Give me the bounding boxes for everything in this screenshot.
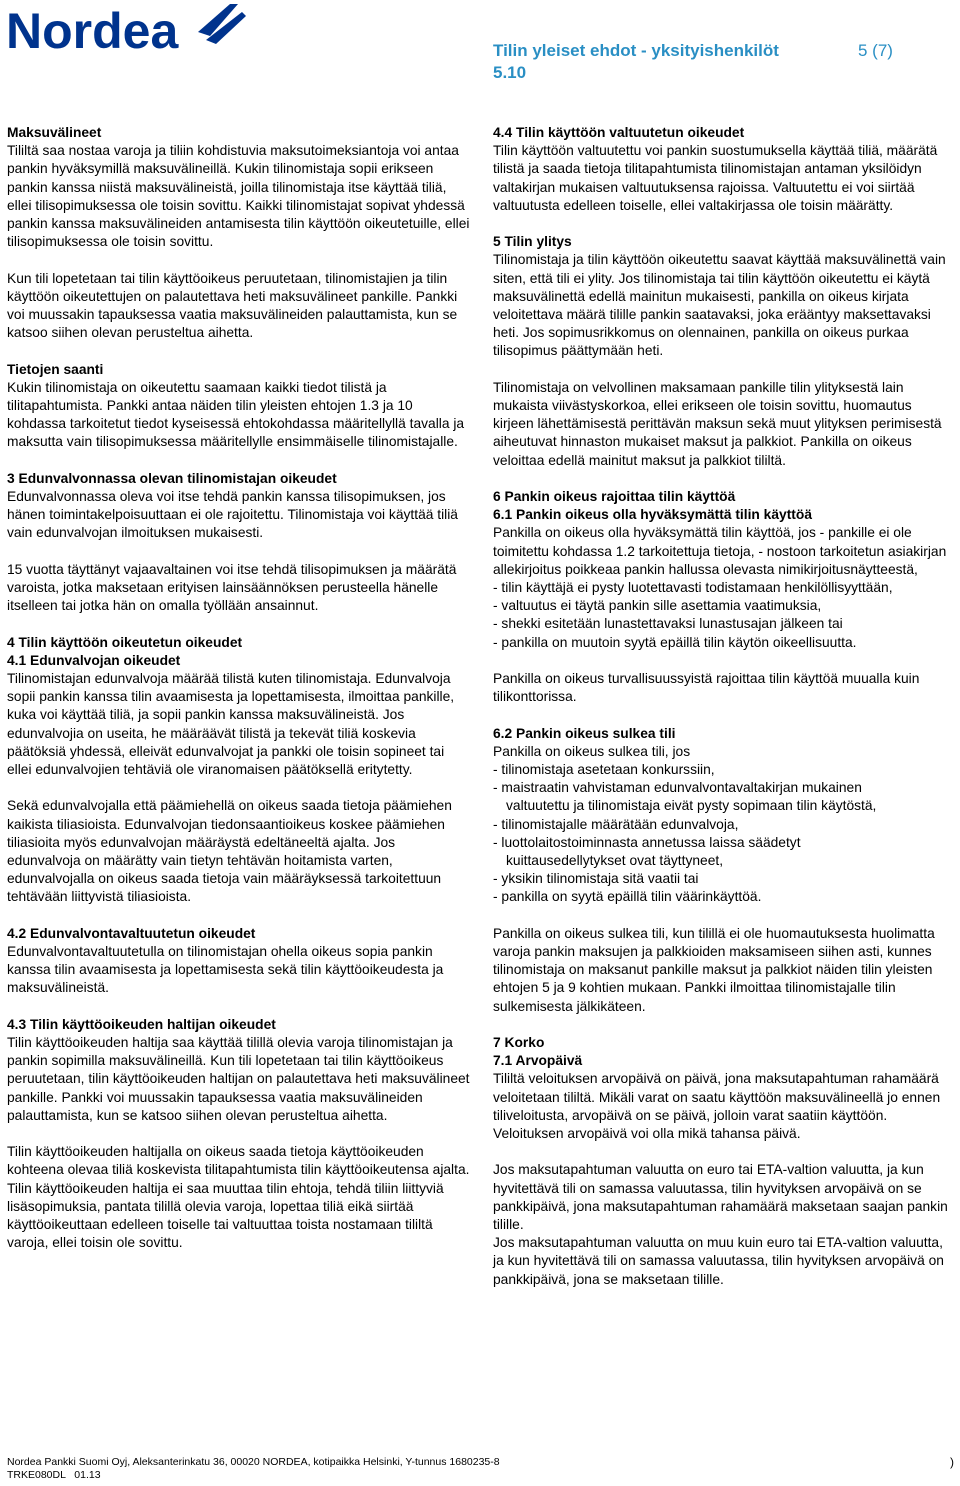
document-title [493, 40, 779, 84]
paragraph: Tilinomistaja on velvollinen maksamaan pankille tilin ylityksestä lain mukaista viivästyskorkoa, ellei erikseen ole toisin sovittu, huomautus kirjeen lähettämisestä perittävän maksun sekä muut ylityksen perimisestä aiheutuvat hinnaston mukaiset maksut ja palkkiot. Pankilla on oikeus veloittaa edellä mainitut maksut ja palkkiot tililtä. [493, 379, 942, 468]
section [493, 379, 955, 470]
section-heading: 3 Edunvalvonnassa olevan tilinomistajan oikeudet [7, 470, 337, 486]
section [493, 1034, 955, 1143]
section-heading: 4.2 Edunvalvontavaltuutetun oikeudet [7, 925, 256, 941]
paragraph: valtuutettu ja tilinomistaja eivät pysty sopimaan tilin käytöstä, [506, 798, 877, 814]
paragraph: Pankilla on oikeus olla hyväksymättä tilin käyttöä, jos - pankille ei ole toimitettu kohdassa 1.2 tarkoitettuja tietoja, - nostoon tarkoitetun asiakirjan allekirjoitus poikkeaa pankin hallussa olevasta nimikirjoitusnäytteestä, [493, 525, 947, 577]
section-heading: Tietojen saanti [7, 361, 104, 377]
paragraph: Pankilla on oikeus sulkea tili, kun tilillä ei ole huomautuksesta huolimatta varoja pankin maksujen ja palkkioiden maksamiseen siihen asti, kunnes tilinomistaja on maksanut pankille maksut ja palkkiot näiden tilin yleisten ehtojen 5 ja 9 kohtien mukaan. Pankki ilmoittaa tilinomistajalle tilin sulkemisesta jälkikäteen. [493, 925, 935, 1014]
section [493, 124, 955, 215]
paragraph: - valtuutus ei täytä pankin sille asettamia vaatimuksia, [493, 598, 822, 614]
title-line-2: 5.10 [493, 63, 527, 82]
paragraph: - pankilla on syytä epäillä tilin väärinkäyttöä. [493, 889, 762, 905]
paragraph: Jos maksutapahtuman valuutta on muu kuin euro tai ETA-valtion valuutta, ja kun hyvitettävä tili on samassa valuutassa, tilin hyvityksen arvopäivä on pankkipäivä, jona se maksetaan tilille. [493, 1235, 944, 1287]
section [7, 124, 472, 251]
left-column [7, 124, 472, 1271]
paragraph: Edunvalvontavaltuutetulla on tilinomistajan ohella oikeus sopia pankin kanssa tilin avaamisesta ja lopettamisesta sekä tilin käyttöoikeudesta ja maksuvälineistä. [7, 944, 444, 996]
paragraph: kuittausedellytykset ovat täyttyneet, [506, 853, 724, 869]
section [7, 797, 472, 906]
paragraph: - pankilla on muutoin syytä epäillä tilin käytön oikeellisuutta. [493, 634, 857, 650]
paragraph: Tililtä veloituksen arvopäivä on päivä, jona maksutapahtuman rahamäärä veloitetaan tililtä. Mikäli varat on saatu käyttöön maksuvälineellä jo ennen tiliveloitusta, arvopäivä on se päivä, jolloin varat saatiin käyttöön. Veloituksen arvopäivä voi olla mikä tahansa päivä. [493, 1071, 941, 1142]
section-heading: 6 Pankin oikeus rajoittaa tilin käyttöä [493, 489, 736, 505]
section [493, 488, 955, 652]
footer [7, 1456, 500, 1482]
paragraph: Tililtä saa nostaa varoja ja tiliin kohdistuvia maksutoimeksiantoja voi antaa pankin hyväksymillä maksuvälineillä. Kukin tilinomistaja sopii erikseen pankin kanssa niistä maksuvälineistä, joilla tilinomistaja itse käyttää tiliä, ellei tilisopimuksessa ole toisin sovittu. Kaikki tilinomistajat sopivat yhdessä pankin kanssa maksuvälineiden antamisesta tilin käyttöön oikeutetuille, ellei tilisopimuksessa ole toisin sovittu. [7, 143, 470, 250]
section [7, 361, 472, 452]
footer-code: TRKE080DL 01.13 [7, 1469, 101, 1481]
paragraph: 15 vuotta täyttänyt vajaavaltainen voi itse tehdä tilisopimuksen ja määrätä varoista, jotka maksetaan erityisen lainsäännöksen perusteella hänelle itselleen tai jotka hän on omalla työllään ansainnut. [7, 561, 457, 614]
footer-mark: ) [950, 1455, 954, 1469]
section-heading: 4.4 Tilin käyttöön valtuutetun oikeudet [493, 125, 745, 140]
section [7, 470, 472, 543]
section [7, 1016, 472, 1125]
right-column [493, 124, 955, 1307]
paragraph: Pankilla on oikeus sulkea tili, jos [493, 743, 691, 759]
page-number: 5 (7) [858, 41, 893, 60]
paragraph: Tilin käyttöoikeuden haltijalla on oikeus saada tietoja käyttöoikeuden kohteena olevaa tiliä koskevista tilitapahtumista tilin käyttöoikeutensa ajalta. Tilin käyttöoikeuden haltija ei saa muuttaa tilin ehtoja, tehdä tiliin liittyviä lisäsopimuksia, pantata tilillä olevia varoja, lopettaa tiliä eikä siirtää käyttöoikeuttaan edelleen toiselle tai valtuuttaa toista nostamaan tililtä varoja, ellei toisin ole sovittu. [7, 1144, 470, 1251]
paragraph: - maistraatin vahvistaman edunvalvontavaltakirjan mukainen [493, 780, 862, 796]
paragraph: Tilin käyttöön valtuutettu voi pankin suostumuksella käyttää tiliä, määrätä tilistä ja saada tietoja tilitapahtumista tilinomistajan antaman yksilöidyn valtakirjan mukaisen valtuutuksensa rajoissa. Valtuutettu ei voi siirtää valtuutusta edelleen toiselle, ellei valtakirjassa ole toisin määrätty. [493, 143, 938, 213]
paragraph: Sekä edunvalvojalla että päämiehellä on oikeus saada tietoja päämiehen kaikista tiliasioista. Edunvalvojan tiedonsaantioikeus koskee päämiehen tiliasioita myös edunvalvojan määräystä edeltäneeltä ajalta. Jos edunvalvoja on määrätty vain tietyn tehtävän hoitamista varten, edunvalvojalla on oikeus saada tietoja vain määräyksessä tarkoitettuun tehtävään liittyvistä tiliasioista. [7, 798, 452, 905]
section-heading: Maksuvälineet [7, 125, 102, 140]
paragraph: Tilin käyttöoikeuden haltija saa käyttää tilillä olevia varoja tilinomistajan ja pankin sopimilla maksuvälineillä. Kun tili lopetetaan tai tilin käyttöoikeus peruutetaan, tilin käyttöoikeuden haltijan on palautettava heti maksuvälineet pankille. Pankki voi muussakin tapauksessa vaatia maksuvälineiden palauttamista, kun se katsoo siihen olevan perusteltua aihetta. [7, 1035, 470, 1123]
section [7, 1143, 472, 1252]
section [7, 561, 472, 616]
paragraph: Tilinomistajan edunvalvoja määrää tilistä kuten tilinomistaja. Edunvalvoja sopii pankin kanssa tilin avaamisesta ja lopettamisesta, ilmoittaa pankille, kuka voi käyttää tiliä, ja sopii pankin kanssa maksuvälineistä. Jos edunvalvojia on useita, he määräävät tilistä ja tekevät tiliä koskevia päätöksiä yhdessä, elleivät edunvalvojat ja pankki ole toisin sopineet tai ellei edunvalvojien tehtäviä ole viranomaisen päätöksellä eritytetty. [7, 671, 455, 778]
title-line-1: Tilin yleiset ehdot - yksityishenkilöt [493, 41, 779, 60]
section [493, 725, 955, 907]
logo-text: Nordea [6, 3, 179, 56]
subsection-heading: 7.1 Arvopäivä [493, 1053, 583, 1069]
paragraph: - luottolaitostoiminnasta annetussa laissa säädetyt [493, 834, 801, 850]
paragraph: Kun tili lopetetaan tai tilin käyttöoikeus peruutetaan, tilinomistajien ja tilin käyttöön oikeutettujen on palautettava heti maksuvälineet pankille. Pankki voi muussakin tapauksessa vaatia maksuvälineiden palauttamista, kun se katsoo siihen olevan perusteltua aihetta. [7, 270, 458, 341]
paragraph: Jos maksutapahtuman valuutta on euro tai ETA-valtion valuutta, ja kun hyvitettävä tili on samassa valuutassa, tilin hyvityksen arvopäivä on se pankkipäivä, jona maksutapahtuman rahamäärä maksetaan saajan pankin tilille. [493, 1162, 948, 1233]
subsection-heading: 4.1 Edunvalvojan oikeudet [7, 652, 181, 668]
paragraph: Tilinomistaja ja tilin käyttöön oikeutettu saavat käyttää maksuvälinettä vain siten, että tili ei ylity. Jos tilinomistaja tai tilin käyttöön oikeutettu ei käytä maksuvälinettä edellä mainitun mukaisesti, pankilla on oikeus kirjata veloitettava määrä tilille pankin saatavaksi, joka erääntyy maksettavaksi heti. Jos sopimusrikkomus on olennainen, pankilla on oikeus purkaa tilisopimus päättymään heti. [493, 252, 946, 359]
paragraph: - tilinomistajalle määrätään edunvalvoja, [493, 816, 739, 832]
subsection-heading: 6.1 Pankin oikeus olla hyväksymättä tilin käyttöä [493, 507, 812, 523]
section-heading: 6.2 Pankin oikeus sulkea tili [493, 725, 676, 741]
section-heading: 4 Tilin käyttöön oikeutetun oikeudet [7, 634, 243, 650]
section [493, 1161, 955, 1288]
section [7, 634, 472, 780]
paragraph: Pankilla on oikeus turvallisuussyistä rajoittaa tilin käyttöä muualla kuin tilikonttorissa. [493, 671, 920, 705]
paragraph: - shekki esitetään lunastettavaksi lunastusajan jälkeen tai [493, 616, 843, 632]
paragraph: Kukin tilinomistaja on oikeutettu saamaan kaikki tiedot tilistä ja tilitapahtumista. Pankki antaa näiden tilin yleisten ehtojen 1.3 ja 10 kohdassa tarkoitetut tiedot kyseisessä ehtokohdassa määritellyllä tavalla ja maksutta vain tilisopimuksessa määritellylle ensimmäiselle tilinomistajalle. [7, 379, 465, 450]
section [493, 925, 955, 1016]
section [7, 925, 472, 998]
section-heading: 4.3 Tilin käyttöoikeuden haltijan oikeudet [7, 1016, 276, 1032]
section-heading: 7 Korko [493, 1035, 545, 1051]
section [493, 670, 955, 706]
footer-company: Nordea Pankki Suomi Oyj, Aleksanterinkatu 36, 00020 NORDEA, kotipaikka Helsinki, Y-tunnus 1680235-8 [7, 1456, 500, 1468]
section-heading: 5 Tilin ylitys [493, 234, 572, 250]
nordea-logo [6, 2, 246, 56]
section [493, 233, 955, 360]
paragraph: Edunvalvonnassa oleva voi itse tehdä pankin kanssa tilisopimuksen, jos hänen toimintakelpoisuuttaan ei ole rajoitettu. Tilinomistaja voi käyttää tiliä vain edunvalvojan ilmoituksen mukaisesti. [7, 489, 458, 541]
paragraph: - tilin käyttäjä ei pysty luotettavasti todistamaan henkilöllisyyttään, [493, 580, 893, 596]
paragraph: - tilinomistaja asetetaan konkurssiin, [493, 762, 715, 778]
paragraph: - yksikin tilinomistaja sitä vaatii tai [493, 871, 699, 887]
section [7, 270, 472, 343]
